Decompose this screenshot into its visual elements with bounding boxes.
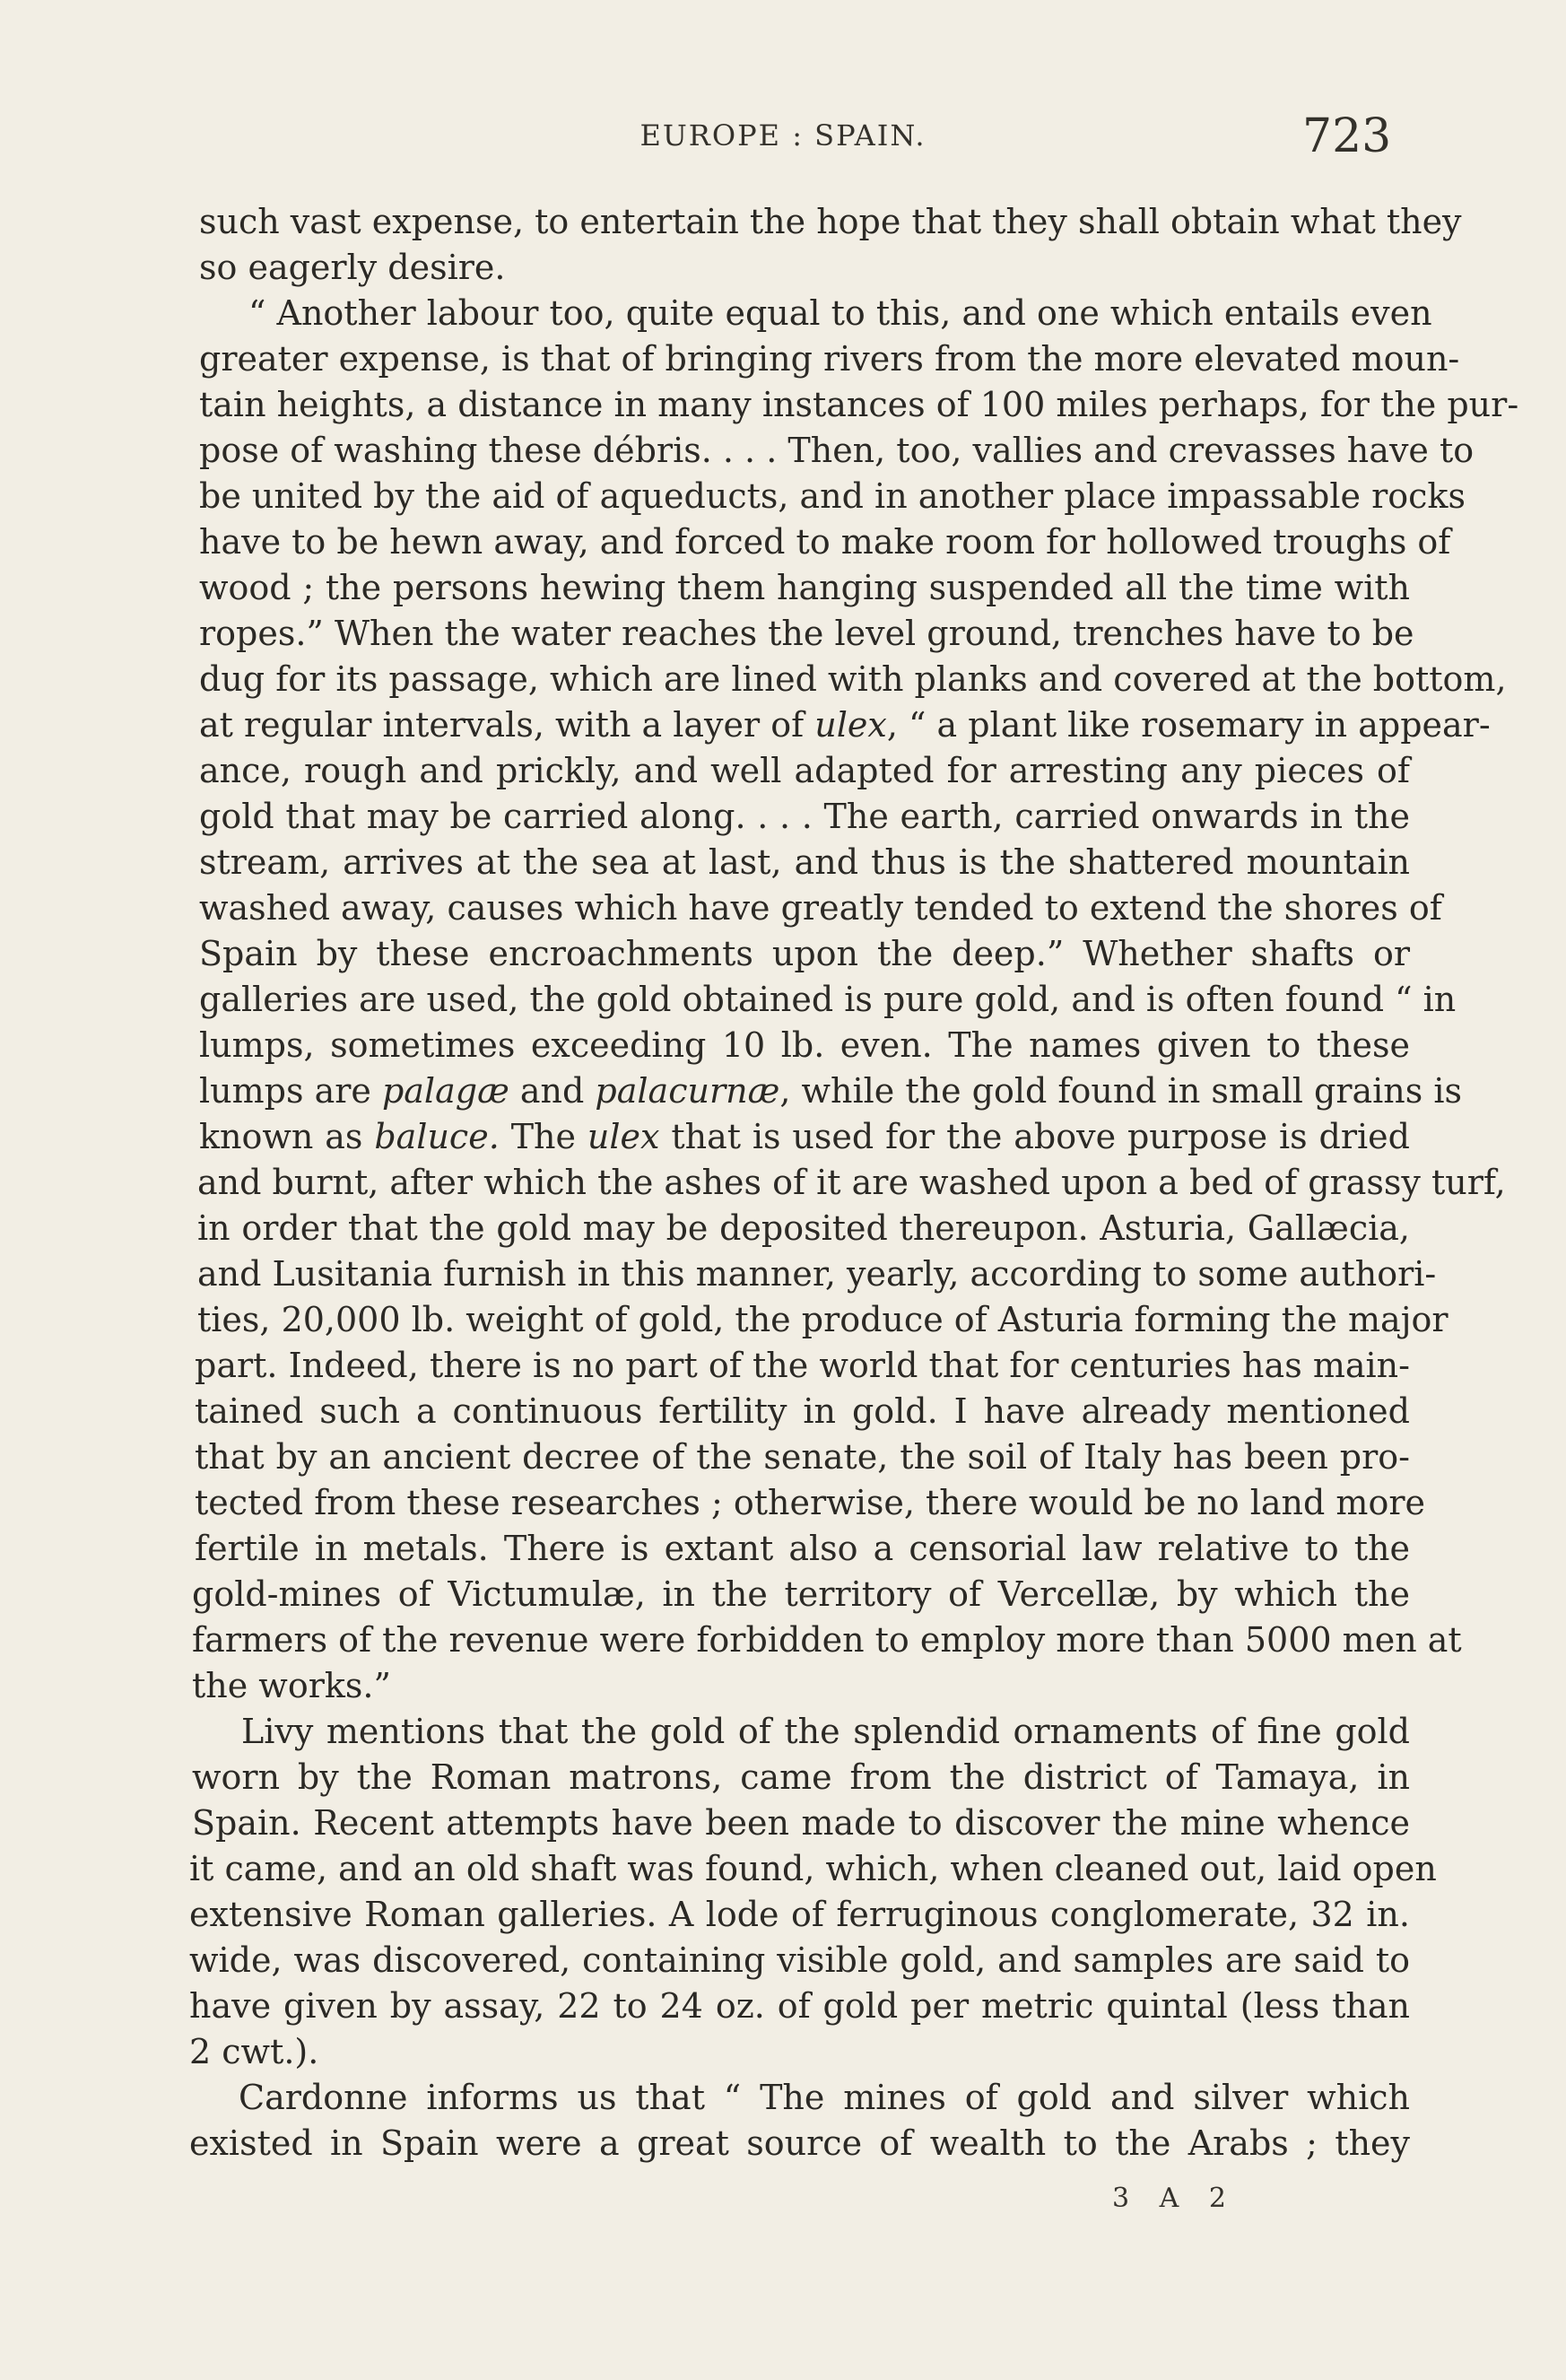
text-line: washed away, causes which have greatly tended to extend the shores of (199, 888, 1442, 928)
text-line: lumps are palagæ and palacurnæ, while the gold found in small grains is (199, 1071, 1463, 1111)
text-line: ance, rough and prickly, and well adapted for arresting any pieces of (199, 751, 1410, 790)
text-line: at regular intervals, with a layer of ulex, “ a plant like rosemary in appear- (199, 705, 1491, 745)
text-line: tained such a continuous fertility in gold. I have already mentioned (195, 1391, 1410, 1431)
text-line: it came, and an old shaft was found, which, when cleaned out, laid open (189, 1849, 1437, 1888)
text-line: part. Indeed, there is no part of the world that for centuries has main- (195, 1346, 1410, 1385)
text-line: so eagerly desire. (199, 248, 506, 287)
text-line: dug for its passage, which are lined with planks and covered at the bottom, (199, 659, 1507, 699)
text-line: existed in Spain were a great source of wealth to the Arabs ; they (189, 2123, 1410, 2163)
running-head: EUROPE : SPAIN. (639, 118, 927, 153)
text-line: ties, 20,000 lb. weight of gold, the produce of Asturia forming the major (197, 1300, 1449, 1339)
text-line: 2 cwt.). (189, 2032, 319, 2071)
text-line: extensive Roman galleries. A lode of ferruginous conglomerate, 32 in. (189, 1895, 1410, 1934)
text-line: and burnt, after which the ashes of it are washed upon a bed of grassy turf, (197, 1163, 1506, 1202)
text-line: worn by the Roman matrons, came from the district of Tamaya, in (192, 1757, 1410, 1797)
text-line: gold-mines of Victumulæ, in the territory of Vercellæ, by which the (192, 1574, 1410, 1614)
text-line: and Lusitania furnish in this manner, yearly, according to some authori- (197, 1254, 1437, 1294)
text-line: wood ; the persons hewing them hanging suspended all the time with (199, 568, 1410, 607)
text-line: the works.” (192, 1666, 391, 1705)
text-line: stream, arrives at the sea at last, and thus is the shattered mountain (199, 842, 1410, 882)
text-line: Spain by these encroachments upon the deep.” Whether shafts or (199, 934, 1410, 973)
text-line: “ Another labour too, quite equal to this, and one which entails even (248, 293, 1432, 333)
text-line: have given by assay, 22 to 24 oz. of gold per metric quintal (less than (189, 1986, 1410, 2026)
page-number: 723 (1302, 109, 1392, 163)
text-line: in order that the gold may be deposited thereupon. Asturia, Gallæcia, (197, 1208, 1410, 1248)
text-line: known as baluce. The ulex that is used for the above purpose is dried (199, 1117, 1410, 1156)
text-line: Spain. Recent attempts have been made to discover the mine whence (192, 1803, 1410, 1843)
text-line: Livy mentions that the gold of the splendid ornaments of fine gold (241, 1712, 1410, 1751)
text-line: be united by the aid of aqueducts, and in another place impassable rocks (199, 476, 1466, 516)
text-line: tected from these researches ; otherwise, there would be no land more (195, 1483, 1425, 1522)
text-line: lumps, sometimes exceeding 10 lb. even. The names given to these (199, 1025, 1410, 1065)
text-line: Cardonne informs us that “ The mines of gold and silver which (239, 2078, 1410, 2117)
text-line: wide, was discovered, containing visible gold, and samples are said to (189, 1940, 1410, 1980)
text-line: fertile in metals. There is extant also a censorial law relative to the (195, 1529, 1410, 1568)
body-text (189, 199, 1519, 2166)
text-line: farmers of the revenue were forbidden to employ more than 5000 men at (192, 1620, 1462, 1660)
text-line: have to be hewn away, and forced to make room for hollowed troughs of (199, 522, 1451, 562)
text-line: galleries are used, the gold obtained is pure gold, and is often found “ in (199, 980, 1457, 1019)
text-line: ropes.” When the water reaches the level ground, trenches have to be (199, 614, 1414, 653)
text-line: that by an ancient decree of the senate, the soil of Italy has been pro- (195, 1437, 1410, 1477)
signature-mark: 3 A 2 (1112, 2183, 1237, 2214)
text-line: tain heights, a distance in many instances of 100 miles perhaps, for the pur- (199, 385, 1519, 424)
text-line: such vast expense, to entertain the hope that they shall obtain what they (199, 202, 1462, 241)
text-line: pose of washing these débris. . . . Then, too, vallies and crevasses have to (199, 431, 1475, 470)
text-line: gold that may be carried along. . . . The earth, carried onwards in the (199, 797, 1410, 836)
text-line: greater expense, is that of bringing rivers from the more elevated moun- (199, 339, 1460, 379)
